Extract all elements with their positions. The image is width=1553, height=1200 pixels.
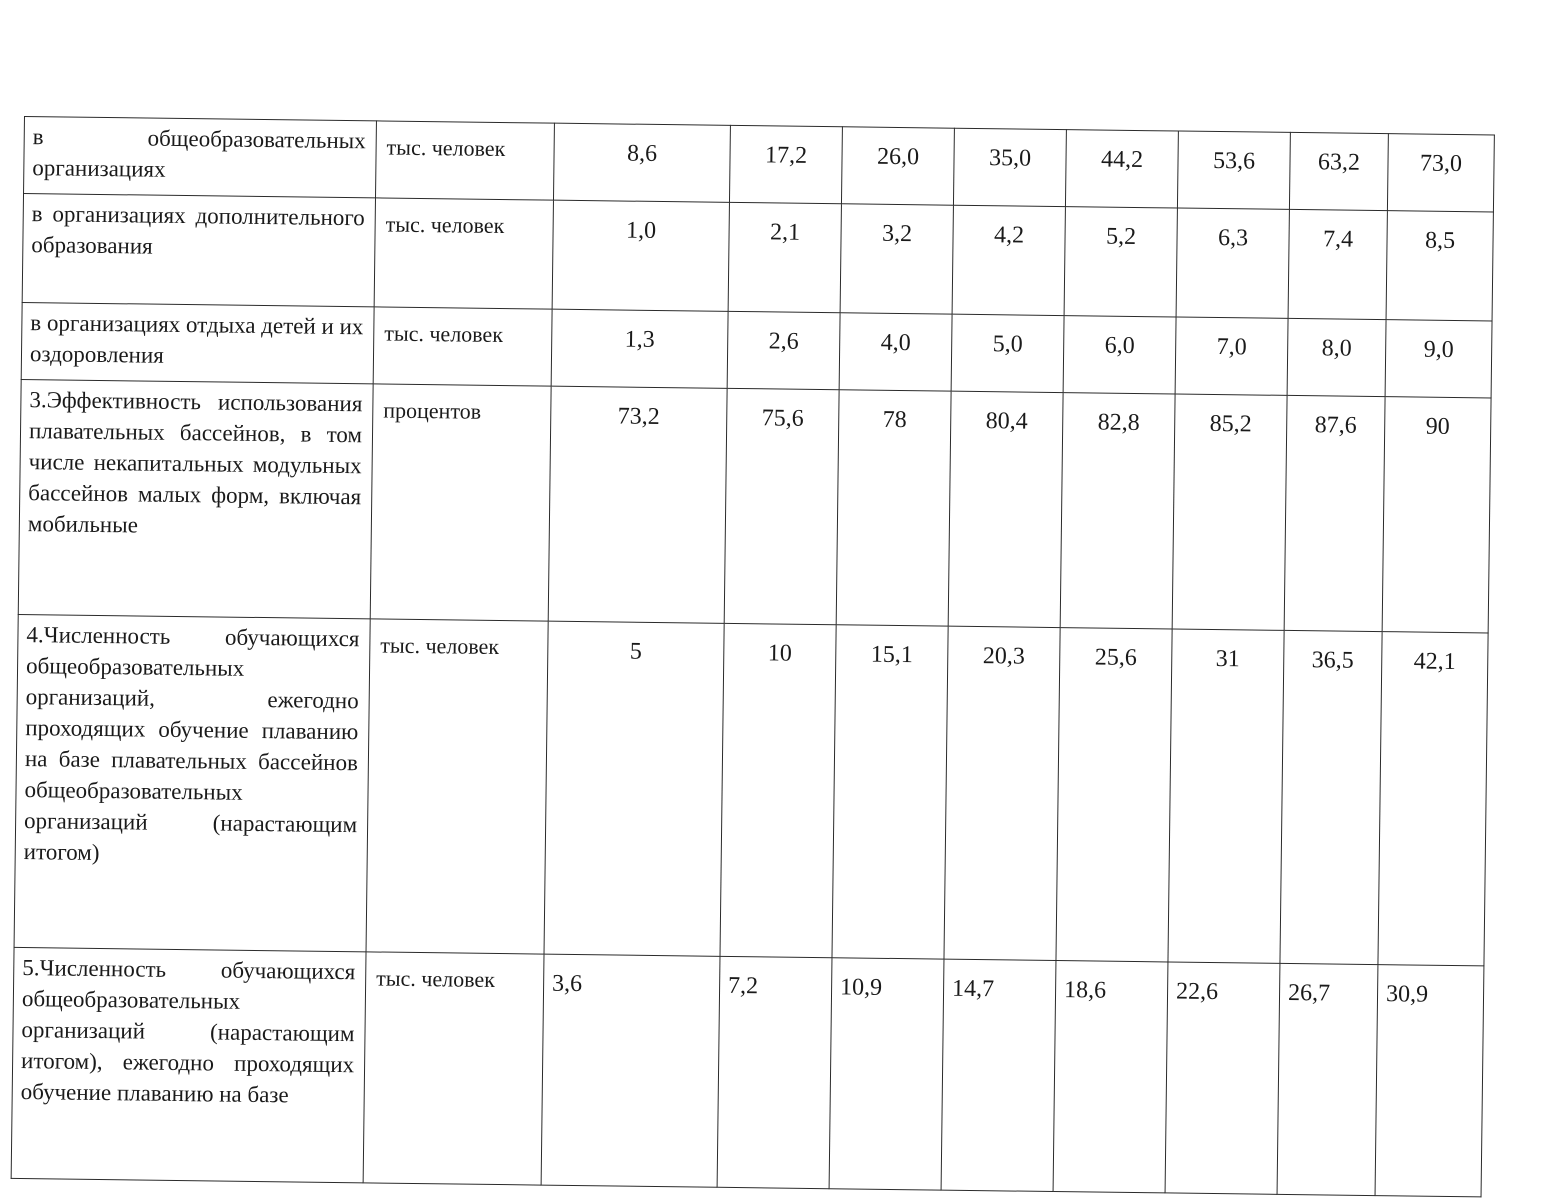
indicator-table-wrapper	[11, 116, 1494, 1197]
indicator-value: 8,5	[1386, 211, 1493, 321]
indicator-value: 26,0	[841, 127, 954, 205]
indicator-value: 80,4	[948, 391, 1063, 627]
indicator-value: 35,0	[953, 128, 1066, 206]
indicator-value: 9,0	[1385, 320, 1492, 398]
indicator-value: 22,6	[1165, 962, 1280, 1194]
indicator-value: 1,0	[552, 200, 729, 311]
table-row	[18, 379, 1491, 632]
indicator-value: 73,2	[548, 386, 727, 623]
indicator-value: 7,2	[717, 956, 832, 1188]
indicator-value: 73,0	[1387, 134, 1494, 212]
indicator-value: 75,6	[724, 388, 839, 624]
indicator-value: 10	[720, 623, 836, 957]
indicator-value: 3,6	[541, 954, 720, 1187]
indicator-value: 17,2	[729, 125, 842, 203]
indicator-value: 44,2	[1065, 130, 1178, 208]
indicator-value: 4,2	[952, 205, 1065, 315]
indicator-value: 26,7	[1277, 963, 1378, 1195]
table-row	[11, 947, 1484, 1196]
indicator-unit: процентов	[370, 384, 551, 621]
table-row	[22, 194, 1493, 321]
indicator-value: 42,1	[1378, 632, 1488, 966]
indicator-name: 4.Численность обучающихся общеобразовательных организаций, ежегодно проходящих обучение плаванию на базе плавательных бассейнов общеобразовательных организаций (нарастающим итогом)	[14, 614, 370, 951]
indicator-unit: тыс. человек	[366, 619, 548, 954]
indicator-value: 6,3	[1176, 208, 1289, 318]
indicator-name: в организациях дополнительного образования	[22, 194, 375, 307]
indicator-name: 3.Эффективность использования плавательных бассейнов, в том числе некапитальных модульных бассейнов малых форм, включая мобильные	[18, 379, 373, 618]
indicator-unit: тыс. человек	[363, 952, 544, 1185]
indicator-value: 25,6	[1056, 628, 1172, 962]
indicator-value: 20,3	[944, 626, 1060, 960]
indicator-value: 30,9	[1375, 965, 1484, 1197]
indicator-value: 53,6	[1177, 131, 1290, 209]
indicator-value: 78	[836, 390, 951, 626]
indicator-value: 36,5	[1280, 630, 1382, 964]
indicator-name: в организациях отдыха детей и их оздоровления	[21, 302, 374, 383]
indicator-value: 18,6	[1053, 961, 1168, 1193]
indicator-value: 2,6	[727, 311, 840, 389]
indicator-value: 5,2	[1064, 207, 1177, 317]
indicator-name: в общеобразовательных организациях	[24, 117, 377, 198]
indicator-value: 7,4	[1288, 209, 1387, 319]
indicator-value: 85,2	[1172, 394, 1287, 630]
table-row	[14, 614, 1488, 965]
indicator-value: 87,6	[1284, 395, 1385, 631]
indicator-value: 7,0	[1175, 317, 1288, 395]
indicator-value: 4,0	[839, 313, 952, 391]
indicator-value: 5	[544, 621, 724, 956]
indicator-unit: тыс. человек	[373, 307, 552, 386]
indicator-table	[11, 116, 1495, 1197]
indicator-unit: тыс. человек	[375, 121, 554, 200]
indicator-unit: тыс. человек	[374, 198, 553, 309]
indicator-value: 14,7	[941, 959, 1056, 1191]
indicator-value: 8,6	[553, 123, 730, 202]
indicator-name: 5.Численность обучающихся общеобразовательных организаций (нарастающим итогом), ежегодно проходящих обучение плаванию на базе	[11, 947, 366, 1182]
indicator-value: 90	[1382, 397, 1491, 633]
indicator-value: 1,3	[551, 309, 728, 388]
indicator-value: 3,2	[840, 204, 953, 314]
indicator-value: 2,1	[728, 202, 841, 312]
indicator-value: 10,9	[829, 958, 944, 1190]
indicator-value: 5,0	[951, 314, 1064, 392]
indicator-value: 8,0	[1287, 318, 1386, 396]
indicator-value: 82,8	[1060, 393, 1175, 629]
indicator-value: 31	[1168, 629, 1284, 963]
indicator-value: 63,2	[1289, 132, 1388, 210]
indicator-value: 15,1	[832, 625, 948, 959]
indicator-value: 6,0	[1063, 316, 1176, 394]
